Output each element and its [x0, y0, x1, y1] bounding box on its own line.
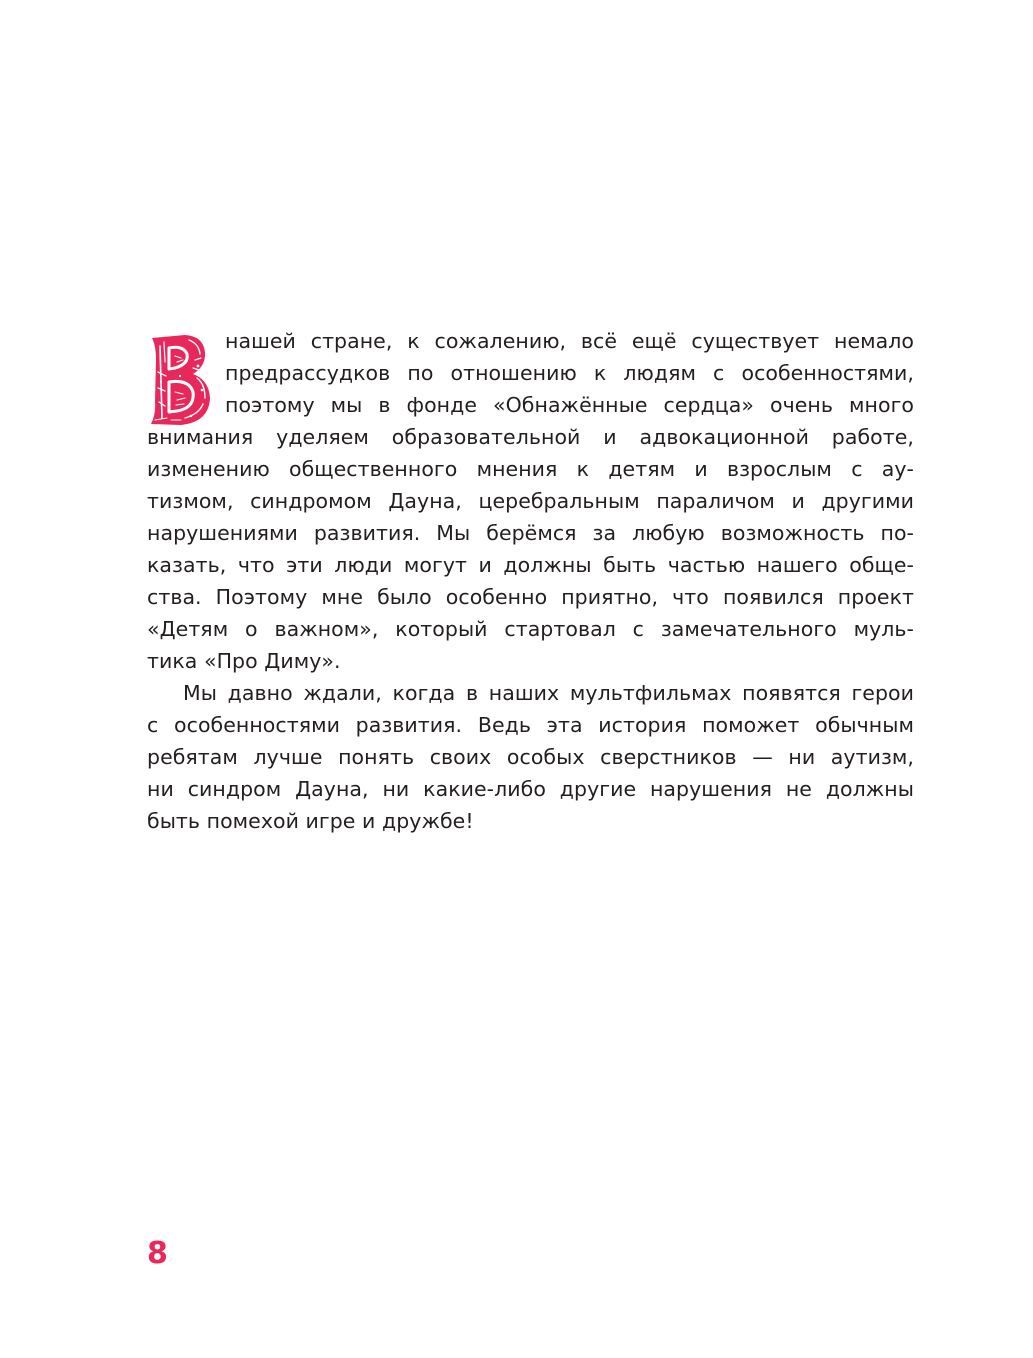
main-text	[147, 325, 914, 837]
paragraph-1-line: внимания уделяем образовательной и адвокационной работе,	[147, 425, 914, 449]
paragraph-2-line: Мы давно ждали, когда в наших мультфильмах появятся герои	[183, 681, 914, 705]
drop-cap-letter-v-icon	[147, 332, 213, 428]
page-number: 8	[147, 1236, 168, 1271]
paragraph-1-line: поэтому мы в фонде «Обнажённые сердца» очень много	[225, 393, 914, 417]
paragraph-1-line: нашей стране, к сожалению, всё ещё существует немало	[225, 329, 914, 353]
paragraph-1-line: казать, что эти люди могут и должны быть частью нашего обще-	[147, 553, 914, 577]
paragraph-1-line: предрассудков по отношению к людям с особенностями,	[225, 361, 914, 385]
paragraph-1-line: изменению общественного мнения к детям и взрослым с ау-	[147, 457, 914, 481]
paragraph-1-line: «Детям о важном», который стартовал с замечательного муль-	[147, 617, 914, 641]
paragraph-1-line: тизмом, синдромом Дауна, церебральным параличом и другими	[147, 489, 914, 513]
paragraph-1-line: ства. Поэтому мне было особенно приятно, что появился проект	[147, 585, 914, 609]
paragraph-2-line: быть помехой игре и дружбе!	[147, 809, 474, 833]
paragraph-1-line: нарушениями развития. Мы берёмся за любую возможность по-	[147, 521, 914, 545]
paragraph-1	[147, 325, 914, 677]
paragraph-2	[147, 677, 914, 837]
paragraph-2-line: ни синдром Дауна, ни какие-либо другие нарушения не должны	[147, 777, 914, 801]
paragraph-2-line: с особенностями развития. Ведь эта история поможет обычным	[147, 713, 914, 737]
paragraph-2-line: ребятам лучше понять своих особых сверстников — ни аутизм,	[147, 745, 914, 769]
paragraph-1-line: тика «Про Диму».	[147, 649, 341, 673]
